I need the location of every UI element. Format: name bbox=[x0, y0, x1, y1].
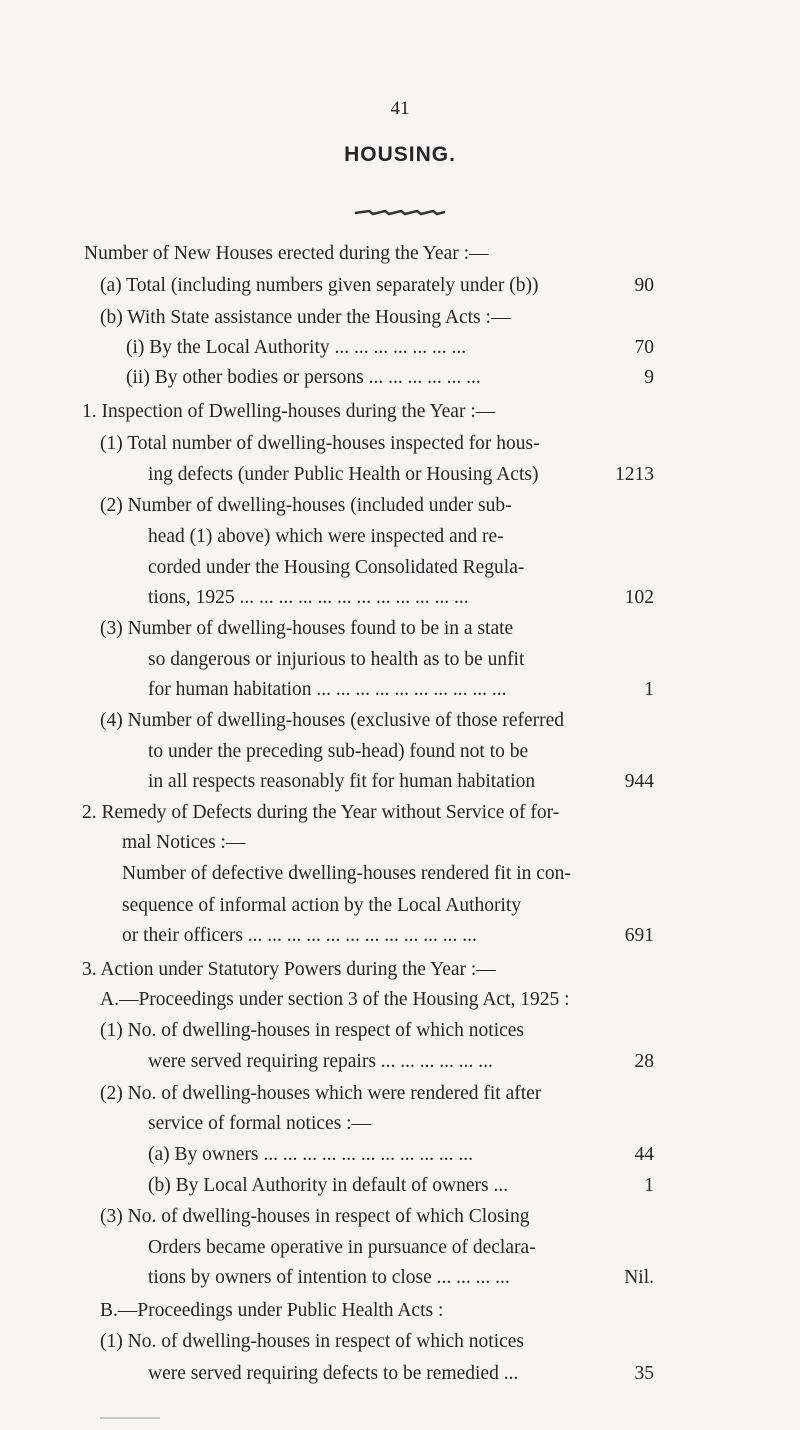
line-value: 35 bbox=[634, 1363, 654, 1384]
text-line: Number of defective dwelling-houses rendered fit in con- bbox=[122, 863, 571, 884]
text-line: were served requiring repairs ... ... ... ... ... ... bbox=[148, 1051, 493, 1072]
line-value: 28 bbox=[634, 1051, 654, 1072]
text-line: (1) No. of dwelling-houses in respect of which notices bbox=[100, 1331, 525, 1352]
line-value: Nil. bbox=[624, 1267, 654, 1288]
line-value: 70 bbox=[634, 337, 654, 358]
text-line: mal Notices :— bbox=[122, 832, 246, 853]
text-line: ing defects (under Public Health or Housing Acts) bbox=[148, 464, 539, 485]
text-line: service of formal notices :— bbox=[148, 1113, 372, 1134]
text-line: (i) By the Local Authority ... ... ... ... ... ... ... bbox=[126, 337, 467, 358]
text-line: A.—Proceedings under section 3 of the Housing Act, 1925 : bbox=[100, 989, 570, 1010]
text-line: 2. Remedy of Defects during the Year without Service of for- bbox=[82, 802, 560, 823]
text-line: tions by owners of intention to close ... ... ... ... bbox=[148, 1267, 510, 1288]
text-line: were served requiring defects to be remedied ... bbox=[148, 1363, 519, 1384]
text-line: (1) Total number of dwelling-houses inspected for hous- bbox=[100, 433, 540, 454]
text-line: (1) No. of dwelling-houses in respect of which notices bbox=[100, 1020, 525, 1041]
text-line: (3) No. of dwelling-houses in respect of which Closing bbox=[100, 1206, 530, 1227]
text-line: (a) By owners ... ... ... ... ... ... ... ... ... ... ... bbox=[148, 1144, 473, 1165]
page-number: 41 bbox=[390, 98, 410, 119]
text-line: or their officers ... ... ... ... ... ... ... ... ... ... ... ... bbox=[122, 925, 477, 946]
text-line: (2) Number of dwelling-houses (included under sub- bbox=[100, 495, 512, 516]
line-value: 9 bbox=[644, 367, 654, 388]
text-line: (3) Number of dwelling-houses found to be in a state bbox=[100, 618, 514, 639]
line-value: 90 bbox=[634, 275, 654, 296]
text-line: (b) By Local Authority in default of owners ... bbox=[148, 1175, 509, 1196]
line-value: 1 bbox=[644, 679, 654, 700]
line-value: 1213 bbox=[615, 464, 654, 485]
text-line: to under the preceding sub-head) found not to be bbox=[148, 741, 529, 762]
text-line: 1. Inspection of Dwelling-houses during the Year :— bbox=[82, 401, 496, 422]
text-line: sequence of informal action by the Local Authority bbox=[122, 895, 522, 916]
text-line: in all respects reasonably fit for human habitation bbox=[148, 771, 536, 792]
line-value: 1 bbox=[644, 1175, 654, 1196]
text-line: (4) Number of dwelling-houses (exclusive of those referred bbox=[100, 710, 565, 731]
line-value: 944 bbox=[624, 771, 654, 792]
text-line: (b) With State assistance under the Housing Acts :— bbox=[100, 307, 511, 328]
line-value: 102 bbox=[624, 587, 654, 608]
text-line: (ii) By other bodies or persons ... ... ... ... ... ... bbox=[126, 367, 481, 388]
text-line: so dangerous or injurious to health as to be unfit bbox=[148, 649, 525, 670]
line-value: 691 bbox=[624, 925, 654, 946]
text-line: tions, 1925 ... ... ... ... ... ... ... ... ... ... ... ... bbox=[148, 587, 469, 608]
text-line: (2) No. of dwelling-houses which were rendered fit after bbox=[100, 1083, 542, 1104]
text-line: corded under the Housing Consolidated Regula- bbox=[148, 557, 525, 578]
line-value: 44 bbox=[634, 1144, 654, 1165]
page-title: HOUSING. bbox=[344, 143, 456, 166]
page-smudge bbox=[100, 1417, 160, 1419]
text-line: Number of New Houses erected during the Year :— bbox=[84, 243, 489, 264]
text-line: head (1) above) which were inspected and re- bbox=[148, 526, 504, 547]
ornament-rule bbox=[355, 209, 445, 217]
text-line: 3. Action under Statutory Powers during the Year :— bbox=[82, 959, 496, 980]
text-line: B.—Proceedings under Public Health Acts : bbox=[100, 1300, 444, 1321]
text-line: for human habitation ... ... ... ... ... ... ... ... ... ... bbox=[148, 679, 507, 700]
text-line: Orders became operative in pursuance of declara- bbox=[148, 1237, 536, 1258]
text-line: (a) Total (including numbers given separately under (b)) bbox=[100, 275, 539, 296]
